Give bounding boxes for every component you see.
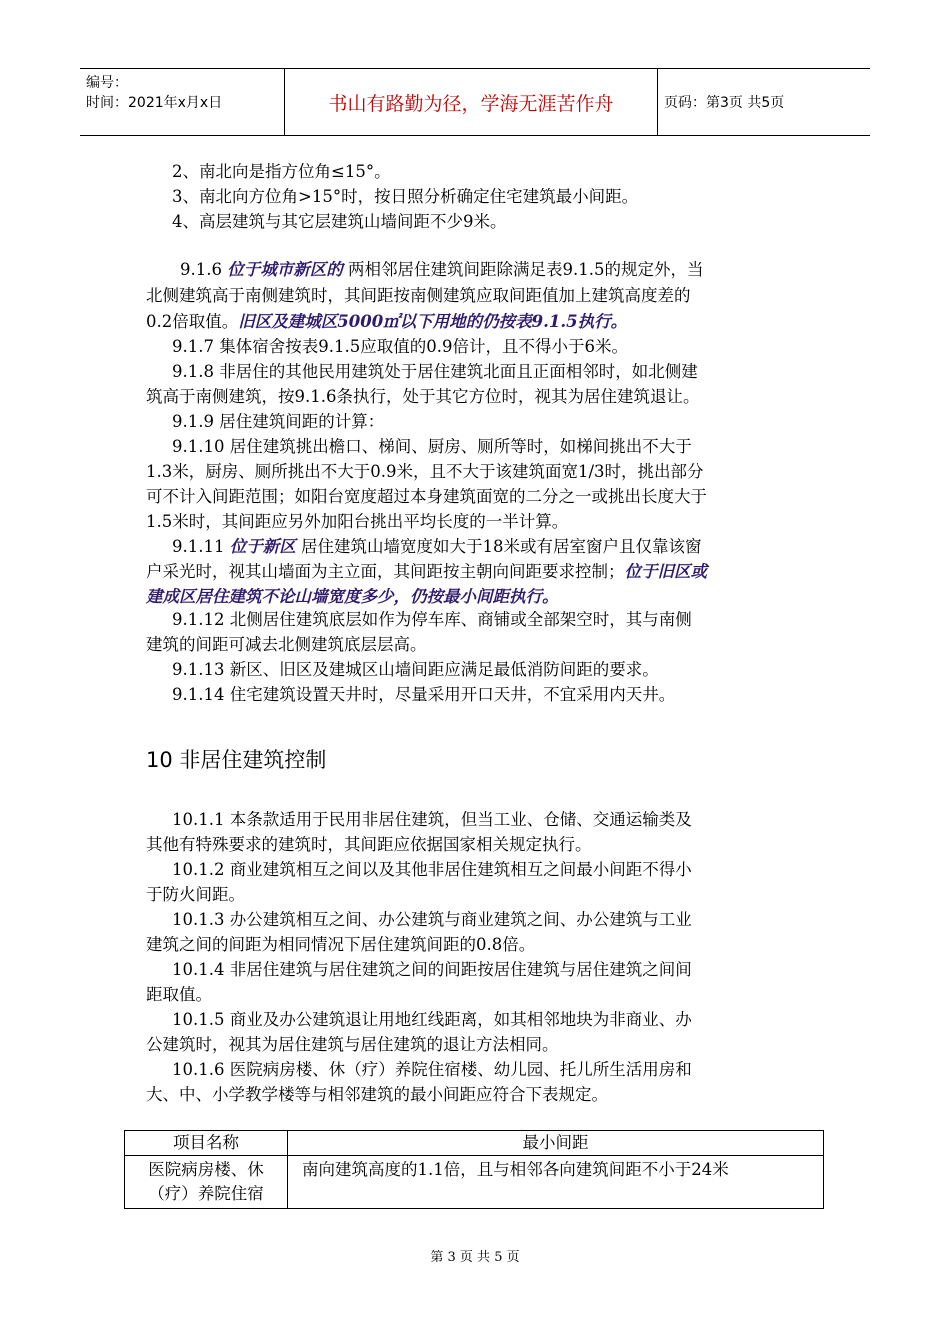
paragraph-line: 筑高于南侧建筑，按9.1.6条执行，处于其它方位时，视其为居住建筑退让。: [146, 387, 700, 406]
paragraph-line: 公建筑时，视其为居住建筑与居住建筑的退让方法相同。: [146, 1035, 559, 1054]
paragraph-line: 10.1.5 商业及办公建筑退让用地红线距离，如其相邻地块为非商业、办: [172, 1010, 692, 1029]
paragraph-line: 10.1.6 医院病房楼、休（疗）养院住宿楼、幼儿园、托儿所生活用房和: [172, 1060, 692, 1079]
paragraph-line: 2、南北向是指方位角≤15°。: [172, 162, 391, 181]
section-heading: 10 非居住建筑控制: [146, 748, 327, 772]
time-label: 时间：2021年x月x日: [86, 95, 223, 111]
paragraph-line: 3、南北向方位角>15°时，按日照分析确定住宅建筑最小间距。: [172, 187, 639, 206]
text-run: 居住建筑山墙宽度如大于18米或有居室窗户且仅靠该窗: [295, 537, 702, 556]
paragraph-line: 大、中、小学教学楼等与相邻建筑的最小间距应符合下表规定。: [146, 1085, 608, 1104]
column-header: 项目名称: [125, 1131, 288, 1156]
paragraph-line: [180, 258, 703, 282]
paragraph-line: 1.3米，厨房、厕所挑出不大于0.9米，且不大于该建筑面宽1/3时，挑出部分: [146, 462, 704, 481]
paragraph-line: 9.1.9 居住建筑间距的计算：: [172, 412, 385, 431]
paragraph-line: 距取值。: [146, 985, 212, 1004]
paragraph-line: 10.1.1 本条款适用于民用非居住建筑，但当工业、仓储、交通运输类及: [172, 810, 692, 829]
clause-number: 9.1.6: [180, 260, 228, 279]
text-run: 户采光时，视其山墙面为主立面，其间距按主朝向间距要求控制；: [146, 562, 625, 581]
paragraph-line: 其他有特殊要求的建筑时，其间距应依据国家相关规定执行。: [146, 835, 592, 854]
header-meta: [80, 69, 285, 135]
emphasis-text: 位于城市新区的: [227, 260, 343, 279]
table-row: [125, 1156, 824, 1209]
text-run: 两相邻居住建筑间距除满足表9.1.5的规定外，当: [342, 260, 704, 279]
paragraph-line: 4、高层建筑与其它层建筑山墙间距不少9米。: [172, 212, 507, 231]
text-run: 0.2倍取值。: [146, 312, 239, 331]
paragraph-line: 可不计入间距范围；如阳台宽度超过本身建筑面宽的二分之一或挑出长度大于: [146, 487, 707, 506]
paragraph-line: 9.1.10 居住建筑挑出檐口、梯间、厨房、厕所等时，如梯间挑出不大于: [172, 437, 692, 456]
emphasis-text: 位于新区: [229, 537, 296, 556]
emphasis-text: 位于旧区或: [624, 562, 707, 581]
paragraph-line: [172, 535, 701, 559]
spacing-table: [124, 1130, 824, 1209]
paragraph-line: 9.1.12 北侧居住建筑底层如作为停车库、商铺或全部架空时，其与南侧: [172, 610, 692, 629]
paragraph-line: [146, 585, 559, 609]
page-header: [80, 68, 870, 136]
header-page-number: 页码：第3页 共5页: [664, 95, 785, 111]
cell-text: （疗）养院住宿: [148, 1184, 264, 1203]
paragraph-line: 10.1.3 办公建筑相互之间、办公建筑与商业建筑之间、办公建筑与工业: [172, 910, 692, 929]
paragraph-line: 于防火间距。: [146, 885, 245, 904]
page-footer: 第 3 页 共 5 页: [430, 1250, 520, 1265]
clause-number: 9.1.11: [172, 537, 230, 556]
table-header-row: [125, 1131, 824, 1156]
table-cell-name: [125, 1156, 288, 1209]
emphasis-text: 旧区及建城区5000㎡以下用地的仍按表9.1.5执行。: [238, 312, 628, 331]
paragraph-line: 9.1.8 非居住的其他民用建筑处于居住建筑北面且正面相邻时，如北侧建: [172, 362, 698, 381]
paragraph-line: 北侧建筑高于南侧建筑时，其间距按南侧建筑应取间距值加上建筑高度差的: [146, 286, 691, 305]
paragraph-line: [146, 560, 707, 584]
paragraph-line: 9.1.14 住宅建筑设置天井时，尽量采用开口天井，不宜采用内天井。: [172, 685, 676, 704]
paragraph-line: 建筑之间的间距为相同情况下居住建筑间距的0.8倍。: [146, 935, 536, 954]
paragraph-line: [146, 310, 627, 334]
paragraph-line: 9.1.13 新区、旧区及建城区山墙间距应满足最低消防间距的要求。: [172, 660, 659, 679]
paragraph-line: 9.1.7 集体宿舍按表9.1.5应取值的0.9倍计，且不得小于6米。: [172, 337, 628, 356]
paragraph-line: 建筑的间距可减去北侧建筑底层层高。: [146, 635, 427, 654]
paragraph-line: 10.1.2 商业建筑相互之间以及其他非居住建筑相互之间最小间距不得小: [172, 860, 692, 879]
header-motto: 书山有路勤为径，学海无涯苦作舟: [285, 69, 658, 135]
number-label: 编号：: [86, 75, 128, 91]
paragraph-line: 10.1.4 非居住建筑与居住建筑之间的间距按居住建筑与居住建筑之间间: [172, 960, 692, 979]
cell-text: 医院病房楼、休: [148, 1160, 264, 1179]
column-header: 最小间距: [288, 1131, 824, 1156]
table-cell-value: 南向建筑高度的1.1倍，且与相邻各向建筑间距不小于24米: [288, 1156, 824, 1209]
emphasis-text: 建成区居住建筑不论山墙宽度多少，仍按最小间距执行。: [146, 587, 559, 606]
paragraph-line: 1.5米时，其间距应另外加阳台挑出平均长度的一半计算。: [146, 512, 569, 531]
